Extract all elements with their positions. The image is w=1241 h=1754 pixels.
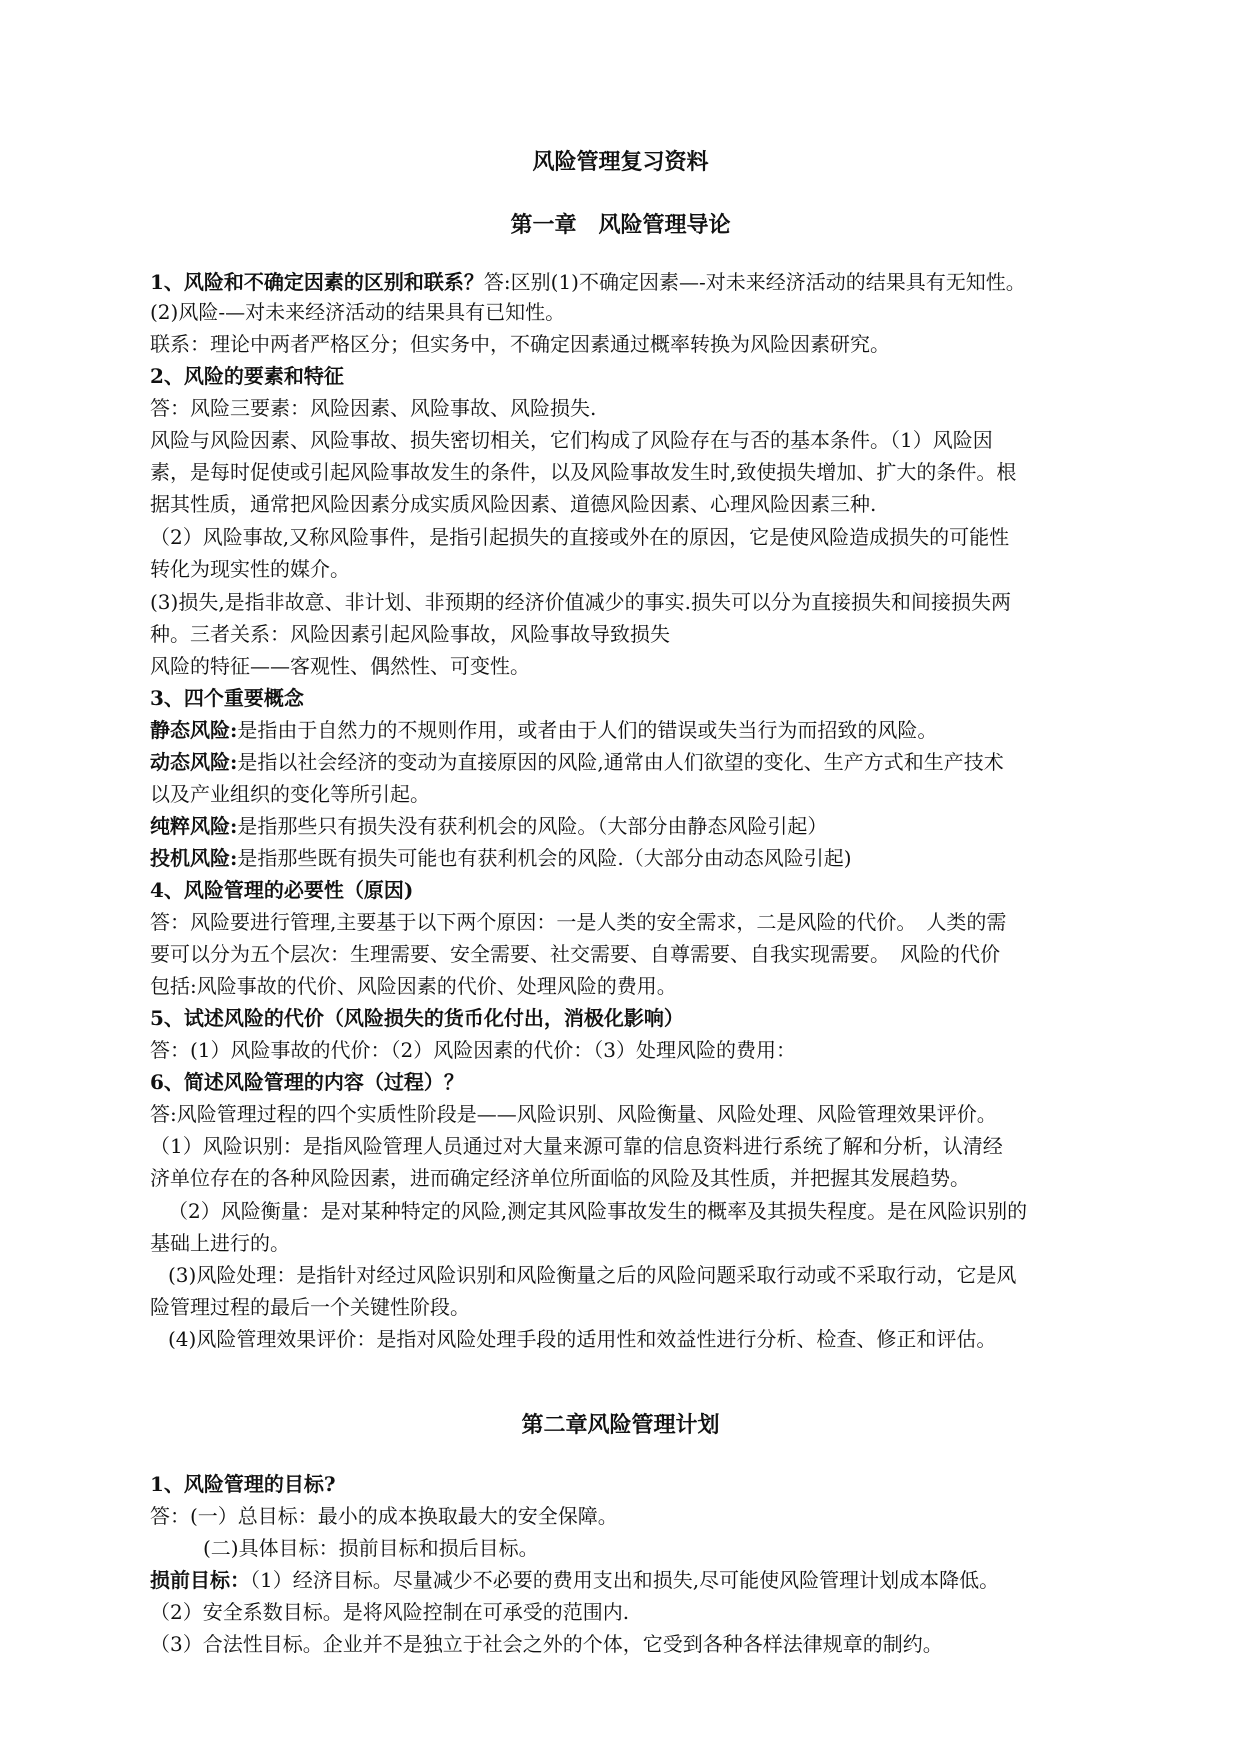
paragraph-line bbox=[150, 1566, 1105, 1594]
paragraph-line: 包括:风险事故的代价、风险因素的代价、处理风险的费用。 bbox=[150, 974, 677, 998]
question-heading: 3、四个重要概念 bbox=[150, 686, 304, 710]
question-heading: 6、简述风险管理的内容（过程）？ bbox=[150, 1070, 464, 1094]
term-label: 动态风险: bbox=[150, 750, 238, 774]
paragraph-line: （2）风险衡量：是对某种特定的风险,测定其风险事故发生的概率及其损失程度。是在风险识别的 bbox=[168, 1199, 1028, 1223]
chapter-2-heading: 第二章风险管理计划 bbox=[521, 1412, 720, 1438]
term-definition: 是指以社会经济的变动为直接原因的风险,通常由人们欲望的变化、生产方式和生产技术 bbox=[237, 750, 1004, 774]
paragraph-line: 转化为现实性的媒介。 bbox=[150, 557, 350, 581]
paragraph-line: 险管理过程的最后一个关键性阶段。 bbox=[150, 1295, 470, 1319]
question-heading: 1、风险管理的目标? bbox=[150, 1472, 336, 1496]
answer-text: 答:区别(1)不确定因素—-对未来经济活动的结果具有无知性。 bbox=[483, 270, 1026, 294]
paragraph-line: (2)风险-—对未来经济活动的结果具有已知性。 bbox=[150, 300, 566, 324]
paragraph-line bbox=[150, 716, 1105, 744]
paragraph-line: （2）安全系数目标。是将风险控制在可承受的范围内. bbox=[150, 1600, 630, 1624]
paragraph-line bbox=[150, 844, 1105, 872]
paragraph-line: 答：(1）风险事故的代价：（2）风险因素的代价：（3）处理风险的费用： bbox=[150, 1038, 796, 1062]
paragraph-line: 要可以分为五个层次：生理需要、安全需要、社交需要、自尊需要、自我实现需要。 风险的代价 bbox=[150, 942, 1000, 966]
paragraph-line: 素，是每时促使或引起风险事故发生的条件，以及风险事故发生时,致使损失增加、扩大的条件。根 bbox=[150, 460, 1017, 484]
paragraph-line: (3)风险处理：是指针对经过风险识别和风险衡量之后的风险问题采取行动或不采取行动，它是风 bbox=[168, 1263, 1017, 1287]
paragraph-line: (4)风险管理效果评价：是指对风险处理手段的适用性和效益性进行分析、检查、修正和评估。 bbox=[168, 1327, 997, 1351]
term-label: 损前目标： bbox=[150, 1568, 250, 1592]
paragraph-line: 答：风险要进行管理,主要基于以下两个原因：一是人类的安全需求，二是风险的代价。 人类的需 bbox=[150, 910, 1007, 934]
paragraph-line: (3)损失,是指非故意、非计划、非预期的经济价值减少的事实.损失可以分为直接损失和间接损失两 bbox=[150, 590, 1012, 614]
term-definition: 是指那些只有损失没有获利机会的风险。（大部分由静态风险引起） bbox=[237, 814, 828, 838]
paragraph-line bbox=[150, 748, 1105, 776]
document-title: 风险管理复习资料 bbox=[532, 149, 709, 175]
paragraph-line: 答:风险管理过程的四个实质性阶段是——风险识别、风险衡量、风险处理、风险管理效果评价。 bbox=[150, 1102, 997, 1126]
paragraph-line bbox=[150, 812, 1105, 840]
question-heading: 2、风险的要素和特征 bbox=[150, 364, 344, 388]
paragraph-line: 种。三者关系：风险因素引起风险事故，风险事故导致损失 bbox=[150, 622, 670, 646]
paragraph-line: 基础上进行的。 bbox=[150, 1231, 290, 1255]
question-heading: 5、试述风险的代价（风险损失的货币化付出，消极化影响） bbox=[150, 1006, 684, 1030]
paragraph-line: 济单位存在的各种风险因素，进而确定经济单位所面临的风险及其性质，并把握其发展趋势。 bbox=[150, 1166, 970, 1190]
paragraph-line: （2）风险事故,又称风险事件，是指引起损失的直接或外在的原因，它是使风险造成损失的可能性 bbox=[150, 525, 1010, 549]
paragraph-line bbox=[150, 268, 1105, 296]
term-definition: 是指由于自然力的不规则作用，或者由于人们的错误或失当行为而招致的风险。 bbox=[237, 718, 938, 742]
term-definition: 是指那些既有损失可能也有获利机会的风险.（大部分由动态风险引起) bbox=[237, 846, 852, 870]
question-heading: 1、风险和不确定因素的区别和联系？ bbox=[150, 270, 484, 294]
paragraph-line: 风险的特征——客观性、偶然性、可变性。 bbox=[150, 654, 530, 678]
paragraph-line: 联系：理论中两者严格区分；但实务中，不确定因素通过概率转换为风险因素研究。 bbox=[150, 332, 890, 356]
paragraph-line: 答：风险三要素：风险因素、风险事故、风险损失. bbox=[150, 396, 597, 420]
paragraph-line: （1）风险识别：是指风险管理人员通过对大量来源可靠的信息资料进行系统了解和分析，认清经 bbox=[150, 1134, 1003, 1158]
term-label: 静态风险: bbox=[150, 718, 238, 742]
paragraph-line: （3）合法性目标。企业并不是独立于社会之外的个体，它受到各种各样法律规章的制约。 bbox=[150, 1632, 943, 1656]
paragraph-line: (二)具体目标：损前目标和损后目标。 bbox=[203, 1536, 539, 1560]
paragraph-line: 风险与风险因素、风险事故、损失密切相关，它们构成了风险存在与否的基本条件。（1）风险因 bbox=[150, 428, 993, 452]
paragraph-line: 据其性质，通常把风险因素分成实质风险因素、道德风险因素、心理风险因素三种. bbox=[150, 492, 877, 516]
chapter-1-heading: 第一章 风险管理导论 bbox=[510, 212, 731, 238]
paragraph-line: 以及产业组织的变化等所引起。 bbox=[150, 782, 430, 806]
paragraph-line: 答：(一）总目标：最小的成本换取最大的安全保障。 bbox=[150, 1504, 618, 1528]
term-label: 纯粹风险: bbox=[150, 814, 238, 838]
term-label: 投机风险: bbox=[150, 846, 238, 870]
term-definition: （1）经济目标。尽量减少不必要的费用支出和损失,尽可能使风险管理计划成本降低。 bbox=[250, 1568, 1000, 1592]
question-heading: 4、风险管理的必要性（原因) bbox=[150, 878, 414, 902]
